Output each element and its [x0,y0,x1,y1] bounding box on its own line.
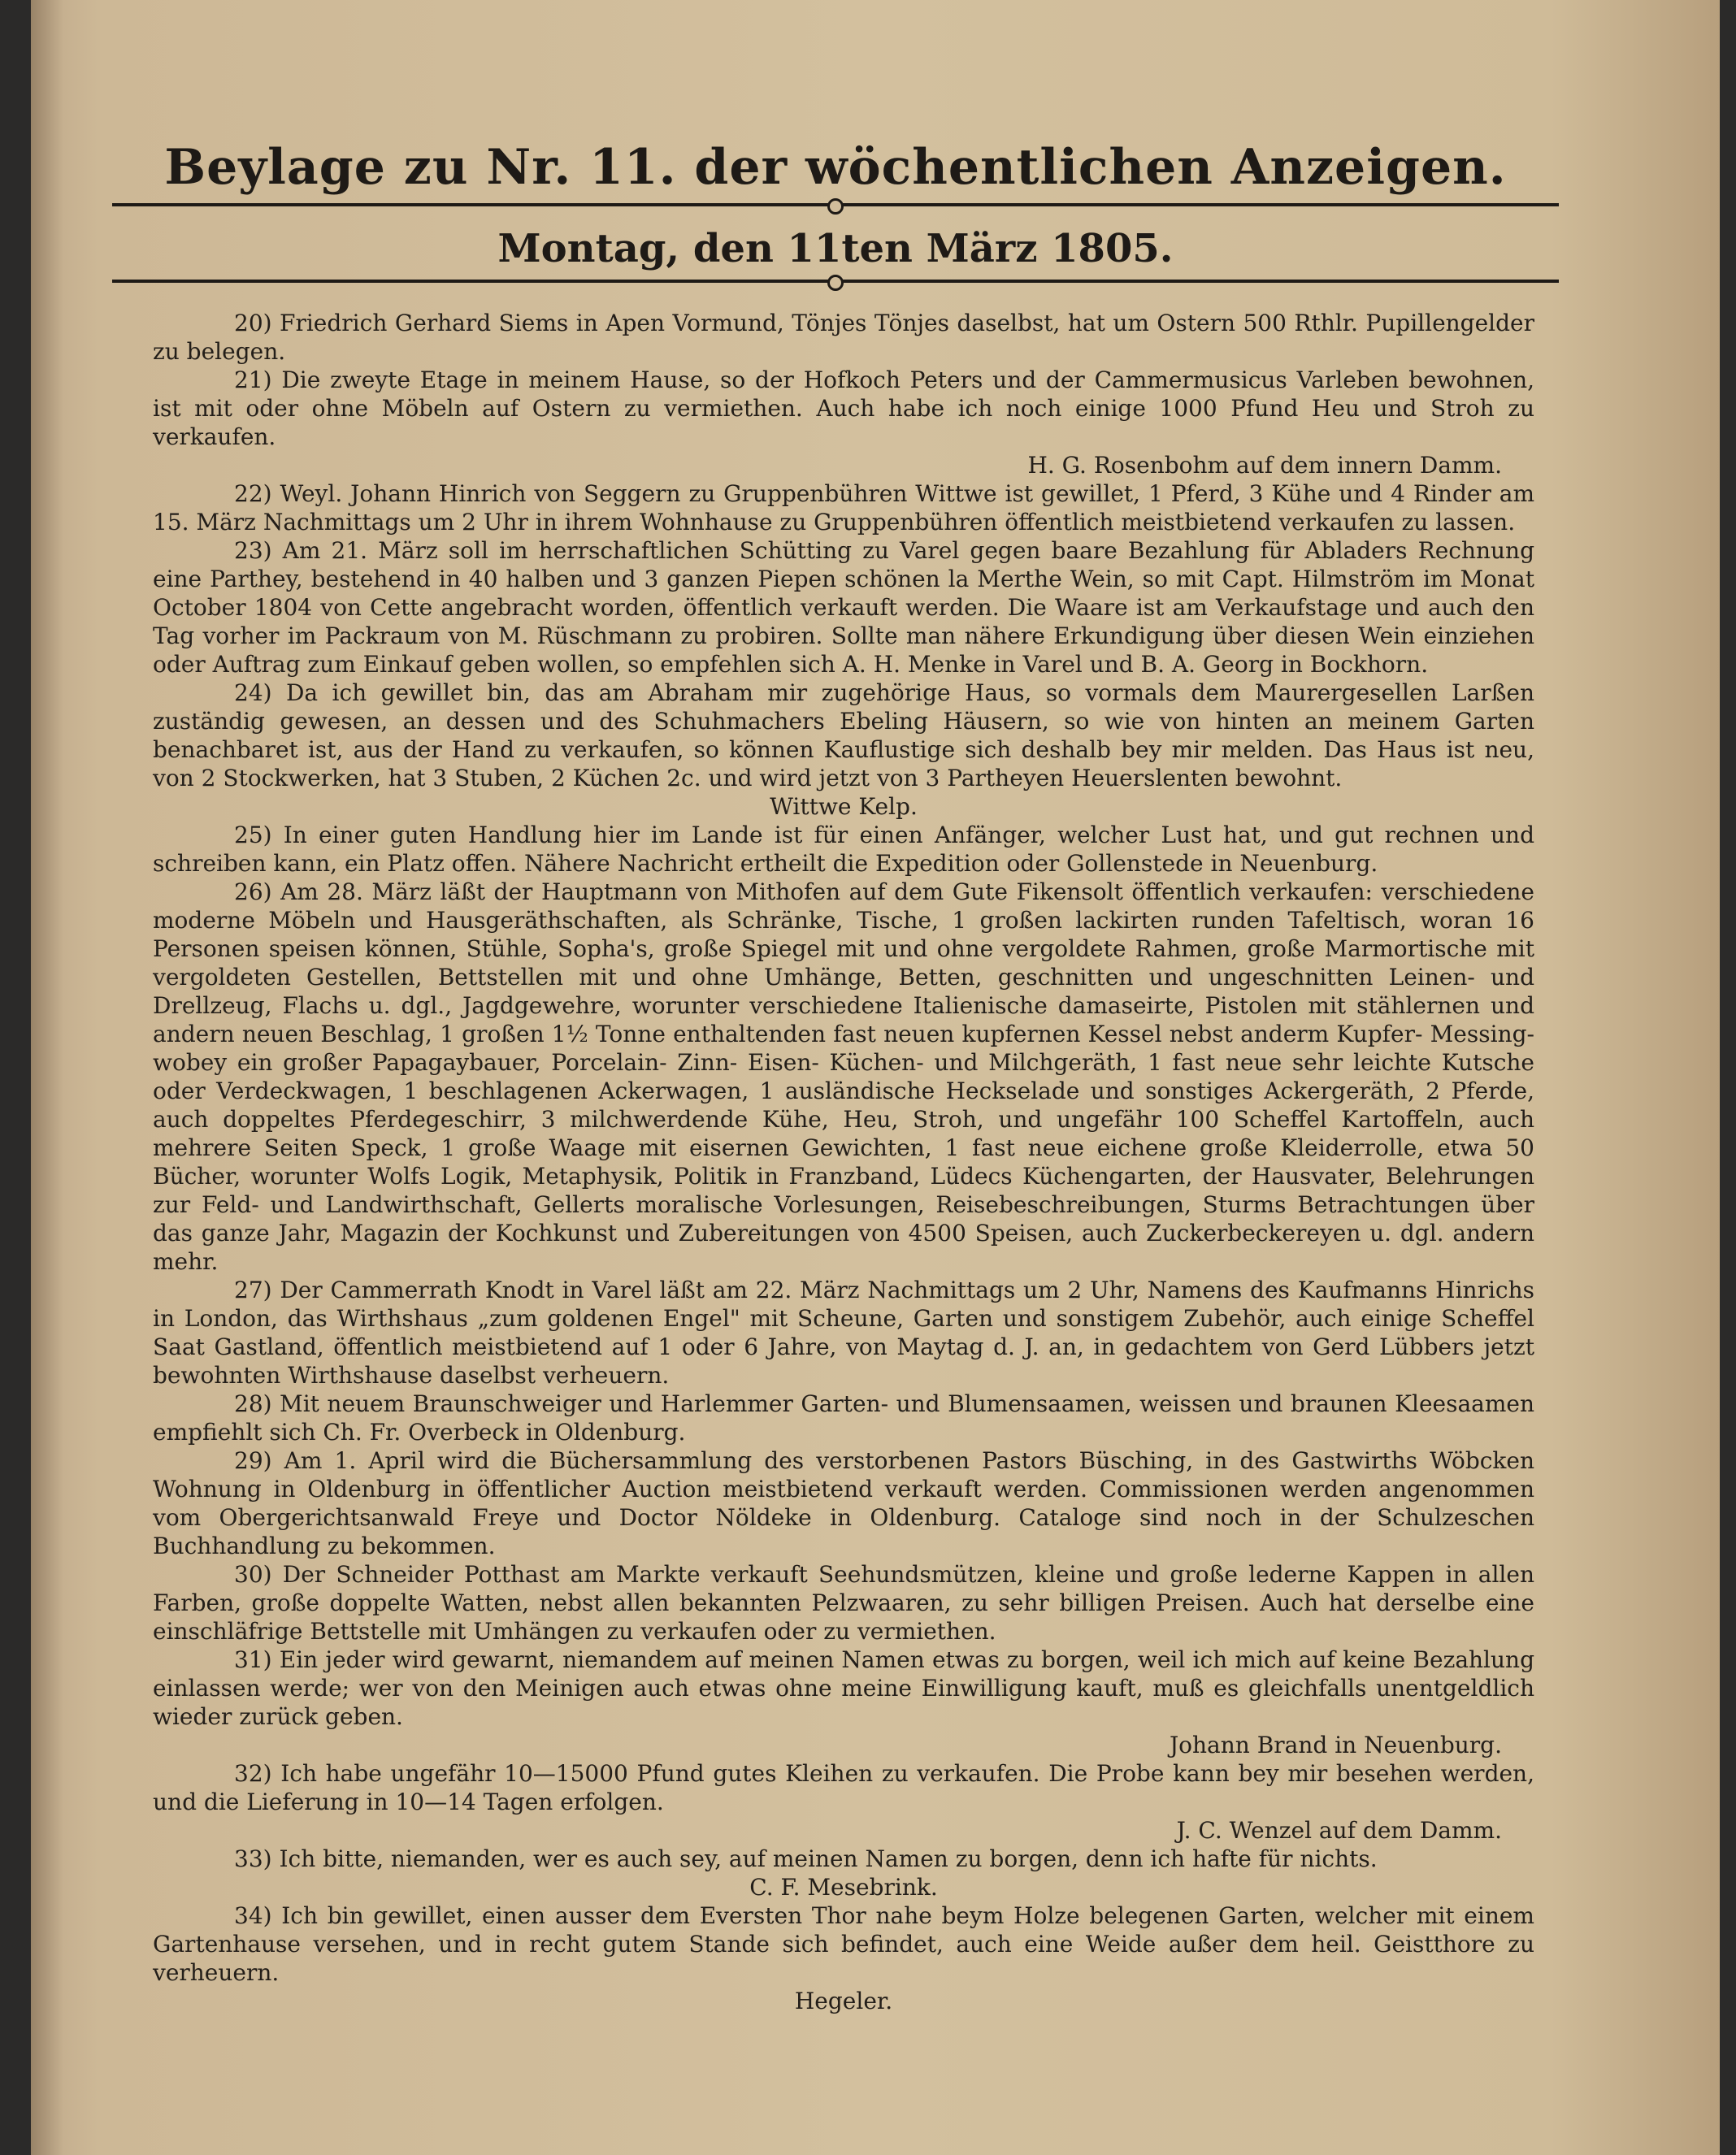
notice-item-29 [153,1446,1534,1560]
notice-text: 34) Ich bin gewillet, einen ausser dem Eversten Thor nahe beym Holze belegenen Garten, welcher mit einem Gartenhause versehen, und in recht gutem Stande sich befindet, auch eine Weide außer dem heil. Geistthore zu verheuern. [153,1902,1534,1986]
notice-text: 26) Am 28. März läßt der Hauptmann von Mithofen auf dem Gute Fikensolt öffentlich verkaufen: verschiedene moderne Möbeln und Hausgeräthschaften, als Schränke, Tische, 1 großen lackirten runden Tafeltisch, woran 16 Personen speisen können, Stühle, Sopha's, große Spiegel mit und ohne vergoldete Rahmen, große Marmortische mit vergoldeten Gestellen, Bettstellen mit und ohne Umhänge, Betten, geschnitten und ungeschnitten Leinen- und Drellzeug, Flachs u. dgl., Jagdgewehre, worunter verschiedene Italienische damaseirte, Pistolen mit stählernen und andern neuen Beschlag, 1 großen 1½ Tonne enthaltenden fast neuen kupfernen Kessel nebst anderm Kupfer- Messing- wobey ein großer Papagaybauer, Porcelain- Zinn- Eisen- Küchen- und Milchgeräth, 1 fast neue sehr leichte Kutsche oder Verdeckwagen, 1 beschlagenen Ackerwagen, 1 ausländische Heckselade und sonstiges Ackergeräth, 2 Pferde, auch doppeltes Pferdegeschirr, 3 milchwerdende Kühe, Heu, Stroh, und ungefähr 100 Scheffel Kartoffeln, auch mehrere Seiten Speck, 1 große Waage mit eisernen Gewichten, 1 fast neue eichene große Kleiderrolle, etwa 50 Bücher, worunter Wolfs Logik, Metaphysik, Politik in Franzband, Lüdecs Küchengarten, der Hausvater, Belehrungen zur Feld- und Landwirthschaft, Gellerts moralische Vorlesungen, Reisebeschreibungen, Sturms Betrachtungen über das ganze Jahr, Magazin der Kochkunst und Zubereitungen von 4500 Speisen, auch Zuckerbeckereyen u. dgl. andern mehr. [153,878,1534,1275]
notice-text: 33) Ich bitte, niemanden, wer es auch sey, auf meinen Namen zu borgen, denn ich hafte für nichts. [234,1845,1378,1872]
notice-item-21 [153,366,1534,451]
notice-item-31 [153,1646,1534,1731]
notice-item-24 [153,679,1534,792]
notice-signature: J. C. Wenzel auf dem Damm. [1176,1817,1502,1844]
notice-text: 21) Die zweyte Etage in meinem Hause, so der Hofkoch Peters und der Cammermusicus Varleben bewohnen, ist mit oder ohne Möbeln auf Ostern zu vermiethen. Auch habe ich noch einige 1000 Pfund Heu und Stroh zu verkaufen. [153,366,1534,450]
notices-body [153,309,1534,2015]
notice-text: 27) Der Cammerrath Knodt in Varel läßt am 22. März Nachmittags um 2 Uhr, Namens des Kaufmanns Hinrichs in London, das Wirthshaus „zum goldenen Engel" mit Scheune, Garten und sonstigem Zubehör, auch einige Scheffel Saat Gastland, öffentlich meistbietend auf 1 oder 6 Jahre, von Maytag d. J. an, in gedachtem von Gerd Lübbers jetzt bewohnten Wirthshause daselbst verheuern. [153,1277,1534,1389]
newspaper-page [31,0,1720,2155]
notice-text: 32) Ich habe ungefähr 10—15000 Pfund gutes Kleihen zu verkaufen. Die Probe kann bey mir besehen werden, und die Lieferung in 10—14 Tagen erfolgen. [153,1760,1534,1815]
notice-text: 22) Weyl. Johann Hinrich von Seggern zu Gruppenbühren Wittwe ist gewillet, 1 Pferd, 3 Kühe und 4 Rinder am 15. März Nachmittags um 2 Uhr in ihrem Wohnhause zu Gruppenbühren öffentlich meistbietend verkaufen zu lassen. [153,480,1534,535]
page-header [112,122,1559,294]
notice-text: 30) Der Schneider Potthast am Markte verkauft Seehundsmützen, kleine und große lederne Kappen in allen Farben, große doppelte Watten, nebst allen bekannten Pelzwaaren, zu sehr billigen Preisen. Auch hat derselbe eine einschläfrige Bettstelle mit Umhängen zu verkaufen oder zu vermiethen. [153,1561,1534,1645]
notice-text: 31) Ein jeder wird gewarnt, niemandem auf meinen Namen etwas zu borgen, weil ich mich auf keine Bezahlung einlassen werde; wer von den Meinigen auch etwas ohne meine Einwilligung kauft, muß es gleichfalls unentgeldlich wieder zurück geben. [153,1646,1534,1730]
notice-item-23 [153,536,1534,679]
page-date: Montag, den 11ten März 1805. [497,226,1174,271]
notice-item-27 [153,1276,1534,1390]
title-rule [112,203,1559,218]
notice-item-33 [153,1845,1534,1873]
notice-signature: Hegeler. [794,1988,893,2014]
notice-text: 23) Am 21. März soll im herrschaftlichen Schütting zu Varel gegen baare Bezahlung für Abladers Rechnung eine Parthey, bestehend in 40 halben und 3 ganzen Piepen schönen la Merthe Wein, so mit Capt. Hilmström im Monat October 1804 von Cette angebracht worden, öffentlich verkauft werden. Die Waare ist am Verkaufstage und auch den Tag vorher im Packraum von M. Rüschmann zu probiren. Sollte man nähere Erkundigung über diesen Wein einziehen oder Auftrag zum Einkauf geben wollen, so empfehlen sich A. H. Menke in Varel und B. A. Georg in Bockhorn. [153,537,1534,678]
notice-text: 28) Mit neuem Braunschweiger und Harlemmer Garten- und Blumensaamen, weissen und braunen Kleesaamen empfiehlt sich Ch. Fr. Overbeck in Oldenburg. [153,1390,1534,1446]
notice-item-32 [153,1759,1534,1816]
notice-signature: H. G. Rosenbohm auf dem innern Damm. [1027,452,1502,479]
notice-signature: Johann Brand in Neuenburg. [1169,1732,1502,1758]
notice-text: 25) In einer guten Handlung hier im Lande ist für einen Anfänger, welcher Lust hat, und gut rechnen und schreiben kann, ein Platz offen. Nähere Nachricht ertheilt die Expedition oder Gollenstede in Neuenburg. [153,822,1534,877]
notice-signature: C. F. Mesebrink. [749,1874,938,1901]
rule-ornament-icon [827,198,844,215]
notice-item-34 [153,1901,1534,1987]
notice-signature: Wittwe Kelp. [770,793,918,820]
notice-item-25 [153,821,1534,878]
notice-item-26 [153,878,1534,1276]
notice-item-30 [153,1560,1534,1646]
notice-item-22 [153,479,1534,536]
page-title: Beylage zu Nr. 11. der wöchentlichen Anzeigen. [164,139,1507,196]
notice-text: 29) Am 1. April wird die Büchersammlung des verstorbenen Pastors Büsching, in des Gastwirths Wöbcken Wohnung in Oldenburg in öffentlicher Auction meistbietend verkauft werden. Commissionen werden angenommen vom Obergerichtsanwald Freye und Doctor Nöldeke in Oldenburg. Cataloge sind noch in der Schulzeschen Buchhandlung zu bekommen. [153,1447,1534,1559]
notice-item-20 [153,309,1534,366]
rule-ornament-icon [827,275,844,291]
notice-item-28 [153,1390,1534,1446]
notice-text: 24) Da ich gewillet bin, das am Abraham mir zugehörige Haus, so vormals dem Maurergesellen Larßen zuständig gewesen, an dessen und des Schuhmachers Ebeling Häusern, so wie von hinten an meinem Garten benachbaret ist, aus der Hand zu verkaufen, so können Kauflustige sich deshalb bey mir melden. Das Haus ist neu, von 2 Stockwerken, hat 3 Stuben, 2 Küchen 2c. und wird jetzt von 3 Partheyen Heuerslenten bewohnt. [153,679,1534,791]
notice-text: 20) Friedrich Gerhard Siems in Apen Vormund, Tönjes Tönjes daselbst, hat um Ostern 500 Rthlr. Pupillengelder zu belegen. [153,310,1534,365]
date-rule [112,280,1559,294]
